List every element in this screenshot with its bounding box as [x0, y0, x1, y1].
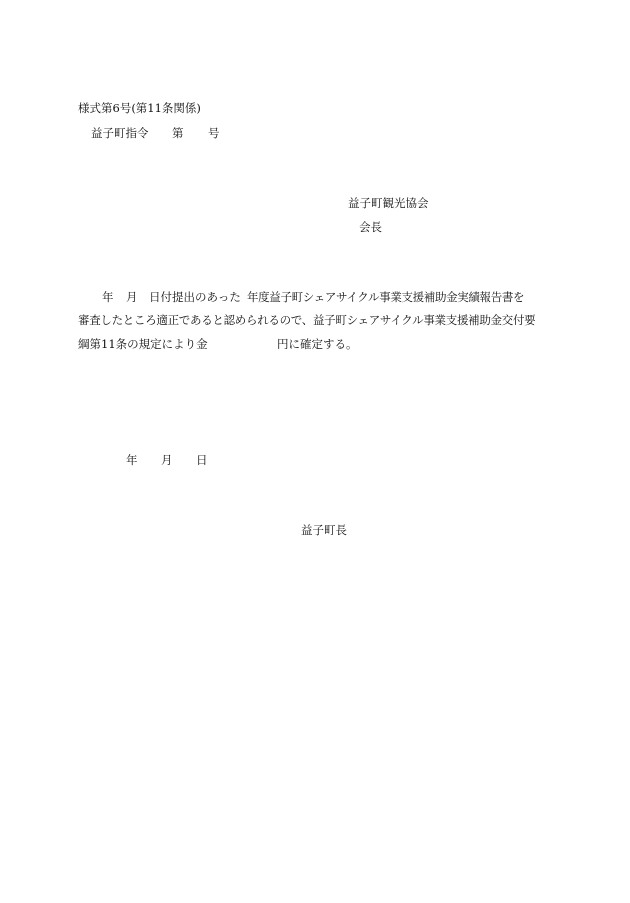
date-month: 月: [161, 453, 173, 467]
body-line1-text: 年度益子町シェアサイクル事業支援補助金実績報告書を: [247, 290, 525, 304]
body-line3-after-amount: 円に確定する。: [277, 337, 358, 351]
recipient-title: 会長: [359, 220, 382, 234]
directive-label: 益子町指令: [91, 126, 149, 140]
body-line2: 審査したところ適正であると認められるので、益子町シェアサイクル事業支援補助金交付要: [78, 313, 536, 327]
body-day-text: 日付提出のあった: [149, 290, 241, 304]
directive-dai: 第: [172, 126, 184, 140]
issuer: 益子町長: [301, 523, 347, 537]
body-line3-text: 綱第11条の規定により金: [78, 337, 208, 351]
recipient-organization: 益子町観光協会: [348, 196, 429, 210]
date-year: 年: [126, 453, 138, 467]
directive-go: 号: [208, 126, 220, 140]
date-day: 日: [196, 453, 208, 467]
form-number: 様式第6号(第11条関係): [78, 101, 201, 115]
body-year: 年: [102, 290, 114, 304]
body-month: 月: [126, 290, 138, 304]
